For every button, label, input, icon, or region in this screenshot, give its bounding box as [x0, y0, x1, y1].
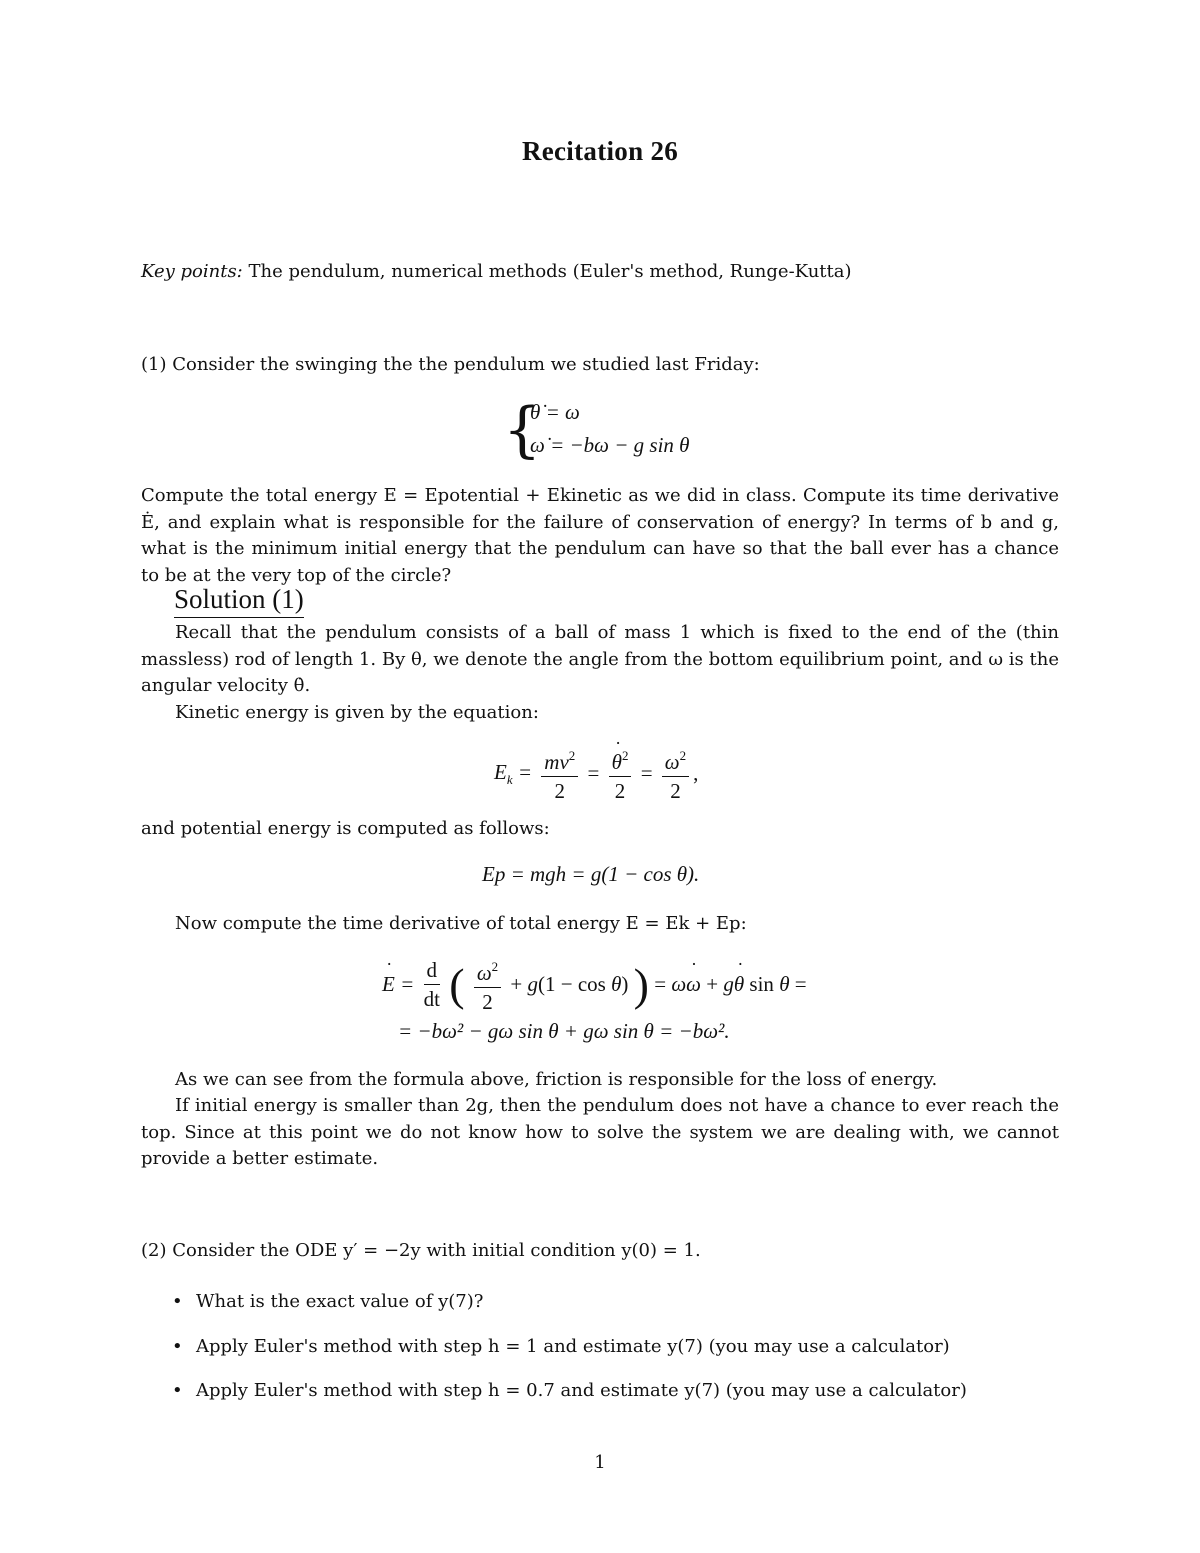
kinetic-energy-equation: $E_k$ = $\frac{mv^2}{2}$ = $\frac{\theta ˙^2}{2}$ = $\frac{\omega^2}{2}$ , [494, 744, 698, 803]
solution1-para5: As we can see from the formula above, friction is responsible for the loss of energy. [175, 1069, 938, 1090]
page-title: Recitation 26 [521, 136, 679, 166]
list-item: • Apply Euler's method with step h = 1 and estimate y(7) (you may use a calculator) [170, 1334, 1050, 1360]
energy-derivative-eq-line2: = −bω² − gω sin θ + gω sin θ = −bω². [398, 1019, 730, 1043]
problem1-intro: (1) Consider the swinging the the pendulum we studied last Friday: [141, 354, 760, 375]
system-eq-2: ω̇ = −bω − g sin θ [530, 433, 690, 457]
solution1-para4: Now compute the time derivative of total energy E = Ek + Ep: [175, 913, 747, 934]
list-item: • What is the exact value of y(7)? [170, 1289, 1050, 1315]
key-points-label: Key points: [141, 261, 243, 282]
system-eq-1: θ̇ = ω [530, 400, 580, 424]
page-number: 1 [594, 1452, 606, 1473]
solution1-heading: Solution (1) [174, 584, 304, 618]
system-brace: { [503, 395, 542, 465]
list-item: • Apply Euler's method with step h = 0.7 and estimate y(7) (you may use a calculator) [170, 1378, 1050, 1404]
potential-energy-equation: Ep = mgh = g(1 − cos θ). [482, 862, 700, 886]
problem2-bullet-list [170, 1289, 1050, 1423]
solution1-para2: Kinetic energy is given by the equation: [175, 702, 539, 723]
key-points [141, 259, 1059, 286]
key-points-text: The pendulum, numerical methods (Euler's method, Runge-Kutta) [248, 261, 852, 282]
solution1-para3: and potential energy is computed as follows: [141, 818, 550, 839]
solution1-para1: Recall that the pendulum consists of a ball of mass 1 which is fixed to the end of the (thin massless) rod of length 1. By θ, we denote the angle from the bottom equilibrium point, and ω is the angular velocity θ̇. [141, 622, 1059, 696]
problem2-intro: (2) Consider the ODE y′ = −2y with initial condition y(0) = 1. [141, 1240, 701, 1261]
energy-derivative-eq-line1: E ˙ = $\frac{d}{dt}$ ( $\frac{\omega^2}{2}$ + g(1 − cos θ) ) = ωω ˙ + gθ ˙ sin θ = [382, 955, 807, 1014]
solution1-para6: If initial energy is smaller than 2g, then the pendulum does not have a chance to ever reach the top. Since at this point we do not know how to solve the system we are dealing with, we cannot provide a better estimate. [141, 1095, 1059, 1169]
problem1-question: Compute the total energy E = Epotential + Ekinetic as we did in class. Compute its time derivative Ė, and explain what is responsible for the failure of conservation of energy? In terms of b and g, what is the minimum initial energy that the pendulum can have so that the ball ever has a chance to be at the very top of the circle? [141, 485, 1059, 586]
